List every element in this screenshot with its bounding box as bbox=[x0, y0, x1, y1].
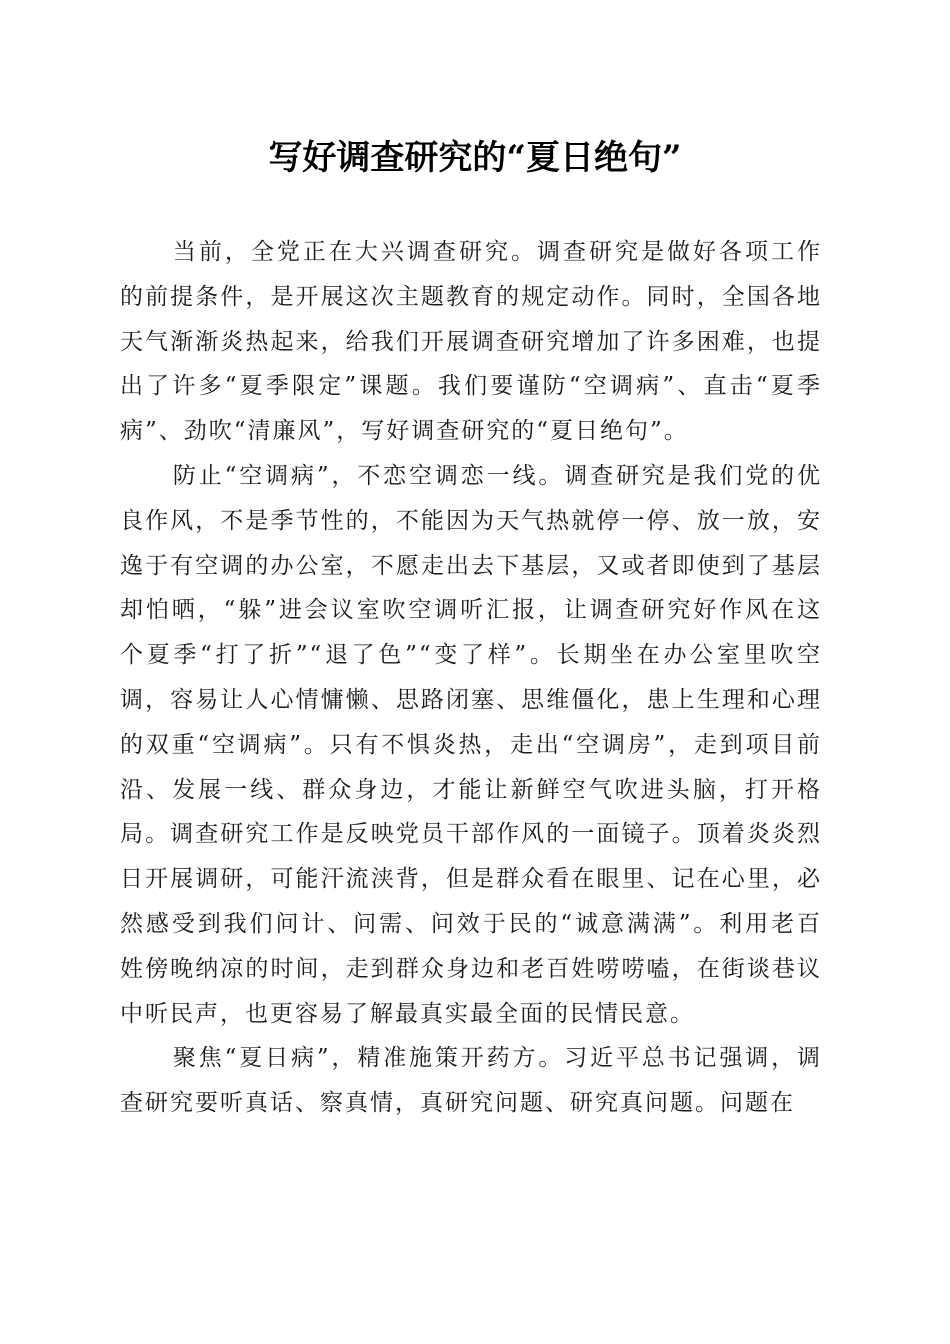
paragraph-intro: 当前，全党正在大兴调查研究。调查研究是做好各项工作的前提条件，是开展这次主题教育的规定动作。同时，全国各地天气渐渐炎热起来，给我们开展调查研究增加了许多困难，也提出了许多“夏季限定”课题。我们要谨防“空调病”、直击“夏季病”、劲吹“清廉风”，写好调查研究的“夏日绝句”。 bbox=[120, 239, 822, 445]
paragraph-air-conditioning: 防止“空调病”，不恋空调恋一线。调查研究是我们党的优良作风，不是季节性的，不能因为天气热就停一停、放一放，安逸于有空调的办公室，不愿走出去下基层，又或者即使到了基层却怕晒，“躲”进会议室吹空调听汇报，让调查研究好作风在这个夏季“打了折”“退了色”“变了样”。长期坐在办公室里吹空调，容易让人心情慵懒、思路闭塞、思维僵化，患上生理和心理的双重“空调病”。只有不惧炎热，走出“空调房”，走到项目前沿、发展一线、群众身边，才能让新鲜空气吹进头脑，打开格局。调查研究工作是反映党员干部作风的一面镜子。顶着炎炎烈日开展调研，可能汗流浃背，但是群众看在眼里、记在心里，必然感受到我们问计、问需、问效于民的“诚意满满”。利用老百姓傍晚纳凉的时间，走到群众身边和老百姓唠唠嗑，在街谈巷议中听民声，也更容易了解最真实最全面的民情民意。 bbox=[120, 462, 822, 1027]
paragraph-summer-illness: 聚焦“夏日病”，精准施策开药方。习近平总书记强调，调查研究要听真话、察真情，真研究问题、研究真问题。问题在 bbox=[120, 1045, 822, 1117]
document-title: 写好调查研究的“夏日绝句” bbox=[268, 138, 682, 178]
document-body bbox=[120, 230, 822, 1126]
